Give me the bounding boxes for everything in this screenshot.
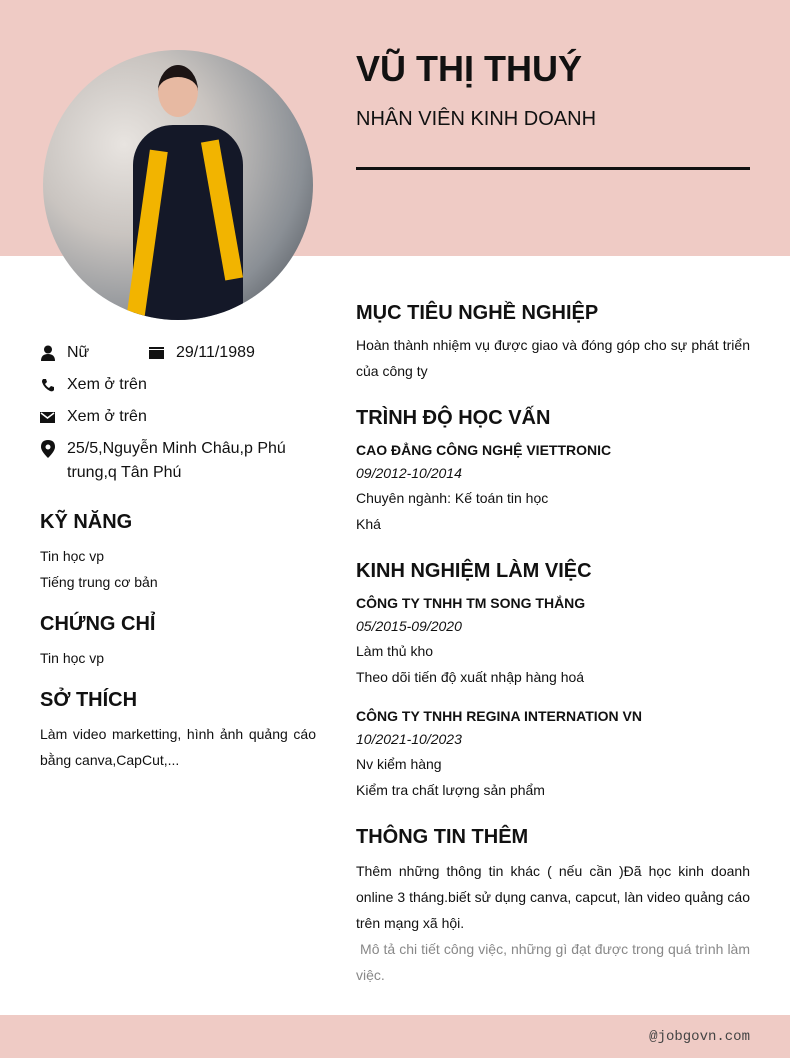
address-row [40, 437, 310, 485]
objective-text: Hoàn thành nhiệm vụ được giao và đóng góp cho sự phát triển của công ty [356, 337, 750, 379]
calendar-icon [149, 341, 164, 365]
extra-info-text: Thêm những thông tin khác ( nếu cần )Đã học kinh doanh online 3 tháng.biết sử dụng canva, capcut, làn video quảng cáo trên mạng xã hội. [356, 863, 750, 931]
skill-item: Tin học vp [40, 548, 105, 564]
candidate-name: VŨ THỊ THUÝ [356, 48, 583, 89]
footer-brand[interactable]: @jobgovn.com [649, 1029, 750, 1045]
email: Xem ở trên [67, 408, 147, 425]
certificate-item: Tin học vp [40, 650, 105, 666]
education-major: Chuyên ngành: Kế toán tin học [356, 490, 549, 506]
phone-row [40, 373, 147, 397]
job-role: Làm thủ kho [356, 643, 434, 659]
certificates-heading: CHỨNG CHỈ [40, 613, 156, 635]
gender: Nữ [67, 344, 90, 361]
job-title: NHÂN VIÊN KINH DOANH [356, 108, 597, 130]
address: 25/5,Nguyễn Minh Châu,p Phú trung,q Tân Phú [67, 440, 286, 481]
company-name: CÔNG TY TNHH REGINA INTERNATION VN [356, 708, 642, 724]
extra-info-heading: THÔNG TIN THÊM [356, 826, 529, 848]
divider [356, 167, 750, 170]
skill-item: Tiếng trung cơ bản [40, 574, 158, 590]
company-name: CÔNG TY TNHH TM SONG THẮNG [356, 595, 586, 611]
job-role: Nv kiểm hàng [356, 756, 442, 772]
profile-photo [43, 50, 313, 320]
experience-heading: KINH NGHIỆM LÀM VIỆC [356, 560, 592, 582]
job-period: 05/2015-09/2020 [356, 618, 462, 634]
school-name: CAO ĐẲNG CÔNG NGHỆ VIETTRONIC [356, 442, 612, 458]
education-heading: TRÌNH ĐỘ HỌC VẤN [356, 407, 551, 429]
hobbies-heading: SỞ THÍCH [40, 689, 138, 711]
location-pin-icon [40, 437, 55, 461]
education-period: 09/2012-10/2014 [356, 465, 462, 481]
job-period: 10/2021-10/2023 [356, 731, 462, 747]
hobbies-text: Làm video marketting, hình ảnh quảng cáo bằng canva,CapCut,... [40, 726, 316, 768]
job-description: Kiểm tra chất lượng sản phẩm [356, 782, 545, 798]
extra-info-hint: Mô tả chi tiết công việc, những gì đạt được trong quá trình làm việc. [356, 941, 754, 983]
phone-icon [40, 373, 55, 397]
phone: Xem ở trên [67, 376, 147, 393]
skills-heading: KỸ NĂNG [40, 511, 133, 533]
envelope-icon [40, 405, 55, 429]
date-of-birth: 29/11/1989 [176, 344, 255, 361]
objective-heading: MỤC TIÊU NGHỀ NGHIỆP [356, 302, 599, 324]
person-icon [40, 341, 55, 365]
job-description: Theo dõi tiến độ xuất nhập hàng hoá [356, 669, 585, 685]
footer-band [0, 1015, 790, 1058]
email-row [40, 405, 147, 429]
gender-row [40, 341, 255, 365]
education-grade: Khá [356, 516, 381, 532]
